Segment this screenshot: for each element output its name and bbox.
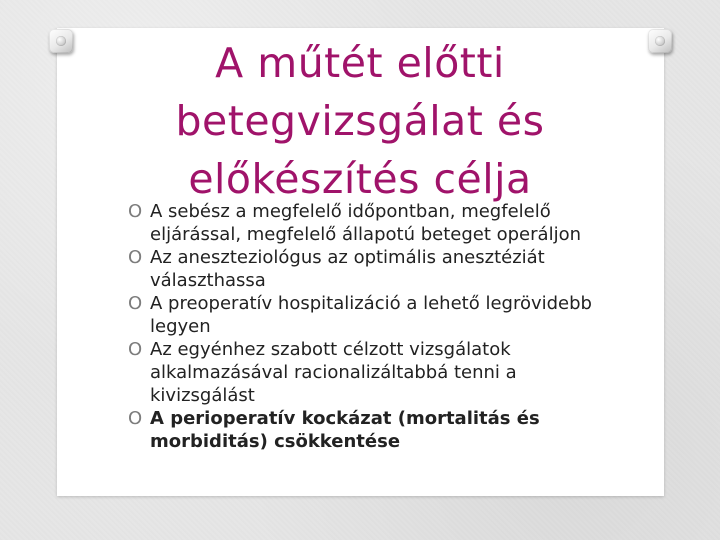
slide-title: A műtét előtti betegvizsgálat és előkészítés célja: [175, 39, 545, 203]
bullet-item: [128, 200, 598, 246]
pushpin-icon: [49, 29, 73, 53]
pushpin-icon: [648, 29, 672, 53]
bullet-marker: O: [128, 201, 143, 222]
bullet-text: Az egyénhez szabott célzott vizsgálatok alkalmazásával racionalizáltabbá tenni a kivizsgálást: [150, 339, 517, 406]
bullet-marker: O: [128, 247, 143, 268]
bullet-text: A preoperatív hospitalizáció a lehető legrövidebb legyen: [150, 293, 592, 337]
bullet-marker: O: [128, 408, 143, 429]
bullet-list: [128, 200, 598, 453]
bullet-text: A perioperatív kockázat (mortalitás és morbiditás) csökkentése: [150, 408, 540, 452]
bullet-item: [128, 338, 598, 407]
bullet-item: [128, 246, 598, 292]
bullet-item: [128, 292, 598, 338]
bullet-text: A sebész a megfelelő időpontban, megfelelő eljárással, megfelelő állapotú beteget operáljon: [150, 201, 581, 245]
bullet-marker: O: [128, 339, 143, 360]
bullet-text: Az aneszteziológus az optimális anesztéziát választhassa: [150, 247, 545, 291]
bullet-marker: O: [128, 293, 143, 314]
bullet-item: [128, 407, 598, 453]
